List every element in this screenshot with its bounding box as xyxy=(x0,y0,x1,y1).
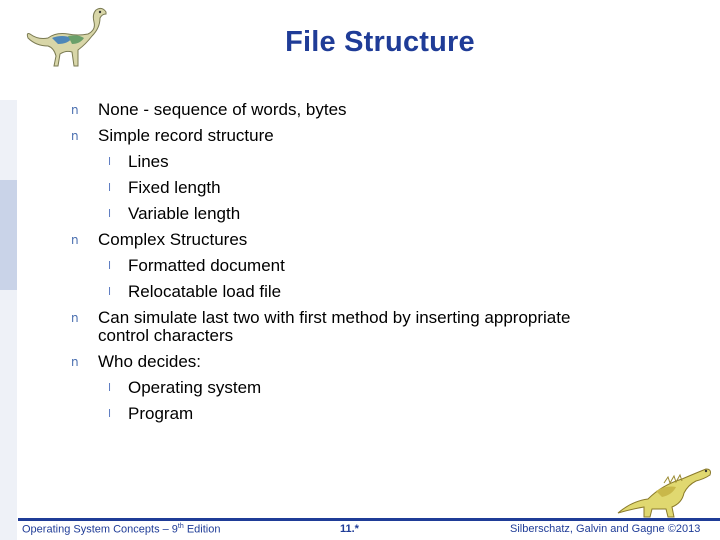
bullet-marker-icon: n xyxy=(71,129,79,143)
sub-bullet-marker-icon: l xyxy=(108,155,112,168)
bullet-marker-icon: n xyxy=(71,103,79,117)
sub-bullet-item: Variable length xyxy=(128,204,241,223)
bullet-marker-icon: n xyxy=(71,355,79,369)
sub-bullet-item: Lines xyxy=(128,152,169,171)
sub-bullet-item: Fixed length xyxy=(128,178,221,197)
bullet-marker-icon: n xyxy=(71,311,79,325)
sub-bullet-item: Program xyxy=(128,404,194,423)
sub-bullet-marker-icon: l xyxy=(108,407,112,420)
sub-bullet-item: Relocatable load file xyxy=(128,282,282,301)
sub-bullet-marker-icon: l xyxy=(108,381,112,394)
bullet-item: Simple record structure xyxy=(98,126,274,145)
sub-bullet-item: Operating system xyxy=(128,378,262,397)
bullet-marker-icon: n xyxy=(71,233,79,247)
sub-bullet-marker-icon: l xyxy=(108,181,112,194)
sub-bullet-marker-icon: l xyxy=(108,207,112,220)
footer-book-title: Operating System Concepts – 9th Edition xyxy=(22,523,221,536)
slide-title: File Structure xyxy=(285,26,475,58)
dinosaur-logo-top-icon xyxy=(22,4,114,68)
bullet-item: Who decides: xyxy=(98,352,201,371)
sub-bullet-marker-icon: l xyxy=(108,259,112,272)
dinosaur-logo-bottom-icon xyxy=(612,463,716,519)
left-decorative-band xyxy=(0,0,17,540)
footer-authors: Silberschatz, Galvin and Gagne ©2013 xyxy=(510,523,701,535)
sub-bullet-item: Formatted document xyxy=(128,256,285,275)
bullet-item-continuation: control characters xyxy=(98,326,234,345)
sub-bullet-marker-icon: l xyxy=(108,285,112,298)
footer-rule xyxy=(18,518,720,521)
bullet-item: None - sequence of words, bytes xyxy=(98,100,347,119)
footer-page-number: 11.* xyxy=(340,523,359,535)
bullet-item: Complex Structures xyxy=(98,230,248,249)
bullet-item: Can simulate last two with first method by inserting appropriate xyxy=(98,308,571,327)
